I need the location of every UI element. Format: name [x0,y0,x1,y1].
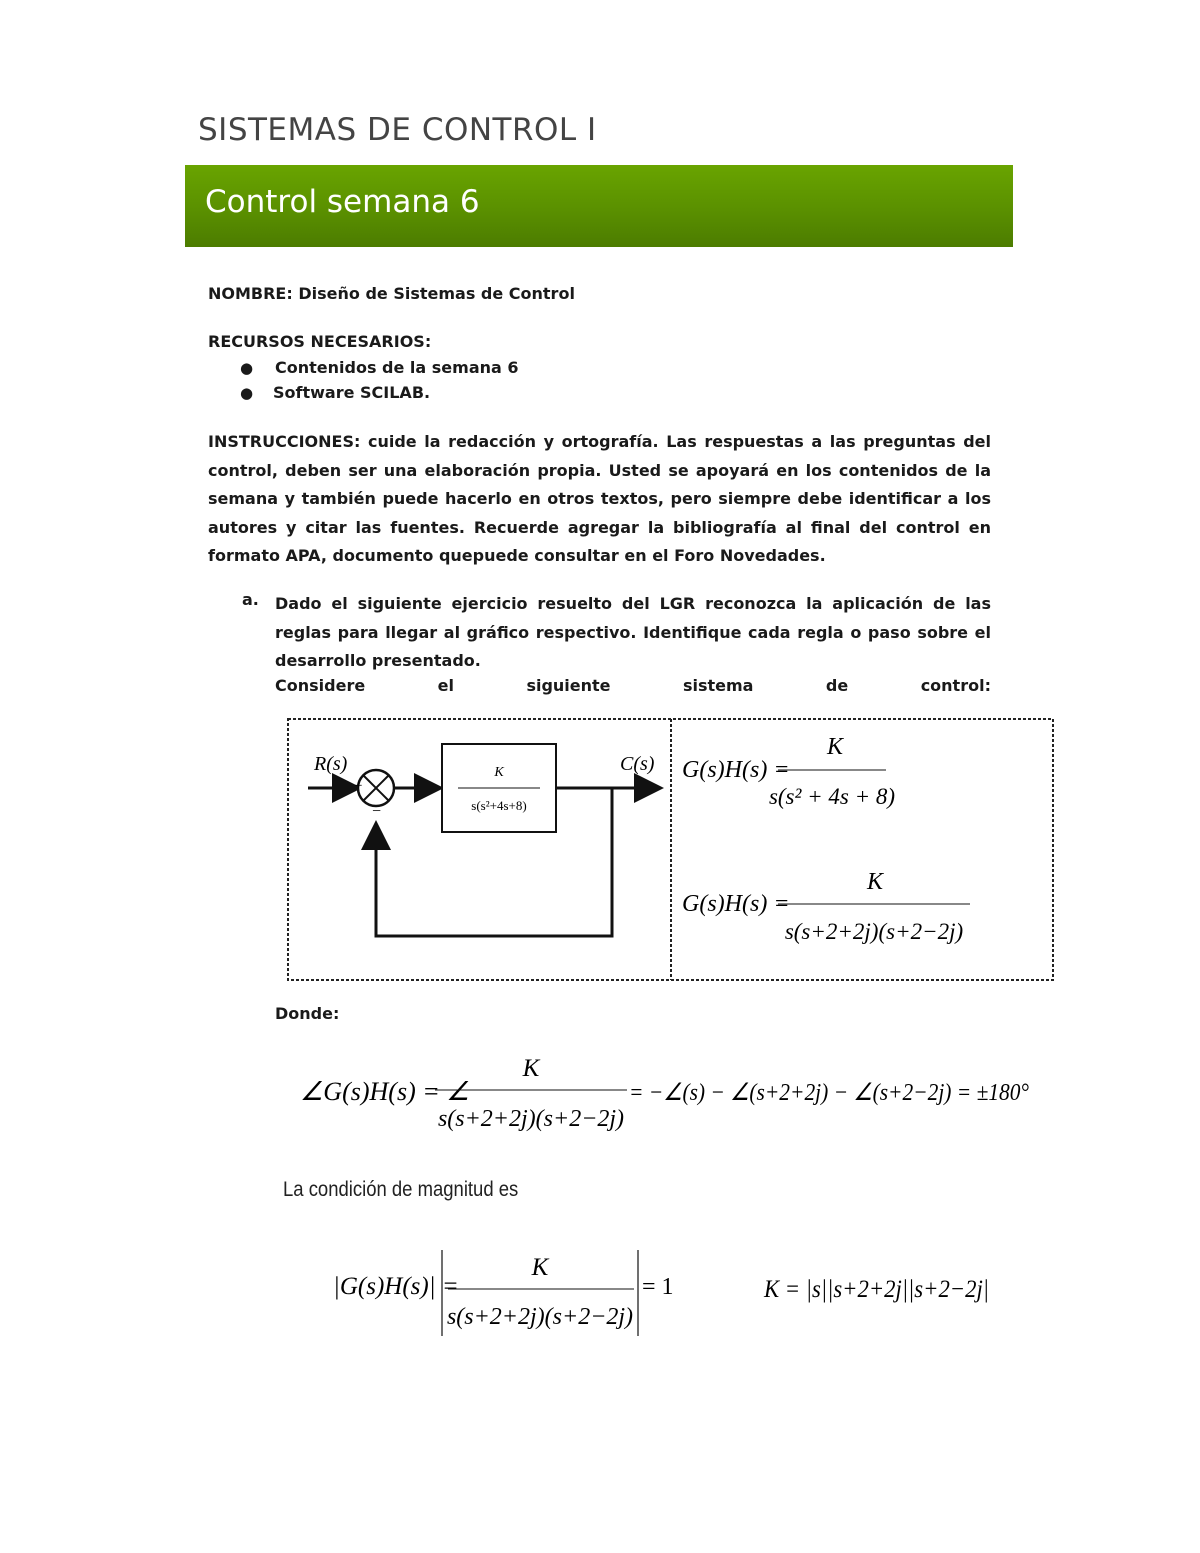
nombre-label: NOMBRE: [208,284,293,303]
magnitude-label: La condición de magnitud es [283,1178,519,1201]
output-label: C(s) [620,753,655,775]
mag-denominator: s(s+2+2j)(s+2−2j) [446,1304,634,1330]
instructions-label: INSTRUCCIONES: [208,432,361,451]
nombre-line [208,284,575,303]
magnitude-condition-equation [330,1242,1000,1342]
instructions-paragraph [208,428,991,571]
consider-word: siguiente [526,676,611,695]
angle-condition-equation [295,1048,1045,1143]
donde-label: Donde: [275,1004,340,1023]
eq1-lhs: G(s)H(s) = [682,757,790,783]
angle-rhs: = −∠(s) − ∠(s+2+2j) − ∠(s+2−2j) = ±180° [629,1080,1030,1106]
list-item [240,383,431,402]
consider-word: sistema [682,676,754,695]
eq2-lhs: G(s)H(s) = [682,891,790,917]
system-figure [280,700,1060,990]
mag-numerator: K [531,1254,549,1281]
list-item [240,358,519,377]
consider-word: de [825,676,849,695]
recursos-label: RECURSOS NECESARIOS: [208,332,432,351]
course-title: SISTEMAS DE CONTROL I [198,112,597,148]
eq2-denominator: s(s+2+2j)(s+2−2j) [784,919,964,944]
summing-junction [358,770,394,806]
nombre-value: Diseño de Sistemas de Control [298,284,575,303]
eq2-numerator: K [866,869,884,895]
eq1-numerator: K [826,734,844,760]
k-expression: K = |s||s+2+2j||s+2−2j| [763,1276,989,1303]
list-item-text: Contenidos de la semana 6 [275,358,519,377]
block-denominator: s(s²+4s+8) [471,798,527,813]
list-item-text: Software SCILAB. [273,383,431,402]
input-label: R(s) [314,753,348,775]
banner-title: Control semana 6 [205,184,480,220]
bullet-icon: ● [240,359,254,377]
question-marker: a. [242,590,259,609]
title-banner [185,165,1013,247]
angle-denominator: s(s+2+2j)(s+2−2j) [437,1106,625,1132]
angle-lhs: ∠G(s)H(s) = ∠ [300,1077,470,1106]
consider-word: control: [920,676,991,695]
angle-numerator: K [522,1055,540,1082]
question-text: Dado el siguiente ejercicio resuelto del LGR reconozca la aplicación de las reglas para llegar al gráfico respectivo. Identifique cada regla o paso sobre el desarrollo presentado. [275,594,991,671]
bullet-icon: ● [240,384,254,402]
block-numerator: K [494,765,504,780]
consider-word: el [437,676,454,695]
mag-rhs: = 1 [642,1274,674,1300]
instructions-text: cuide la redacción y ortografía. Las respuestas a las preguntas del control, deben ser una elaboración propia. Usted se apoyará en los contenidos de la semana y también puede hacerlo en otros textos, pero siempre debe identificar a los autores y citar las fuentes. Recuerde agregar la bibliografía al final del control en formato APA, documento quepuede consultar en el Foro Novedades. [208,432,991,566]
sum-minus-sign: − [372,803,382,820]
mag-lhs: |G(s)H(s)| = [333,1273,459,1300]
eq1-denominator: s(s² + 4s + 8) [768,784,896,809]
consider-word: Considere [275,676,366,695]
consider-line [275,676,991,695]
sum-plus-sign: + [354,778,363,794]
